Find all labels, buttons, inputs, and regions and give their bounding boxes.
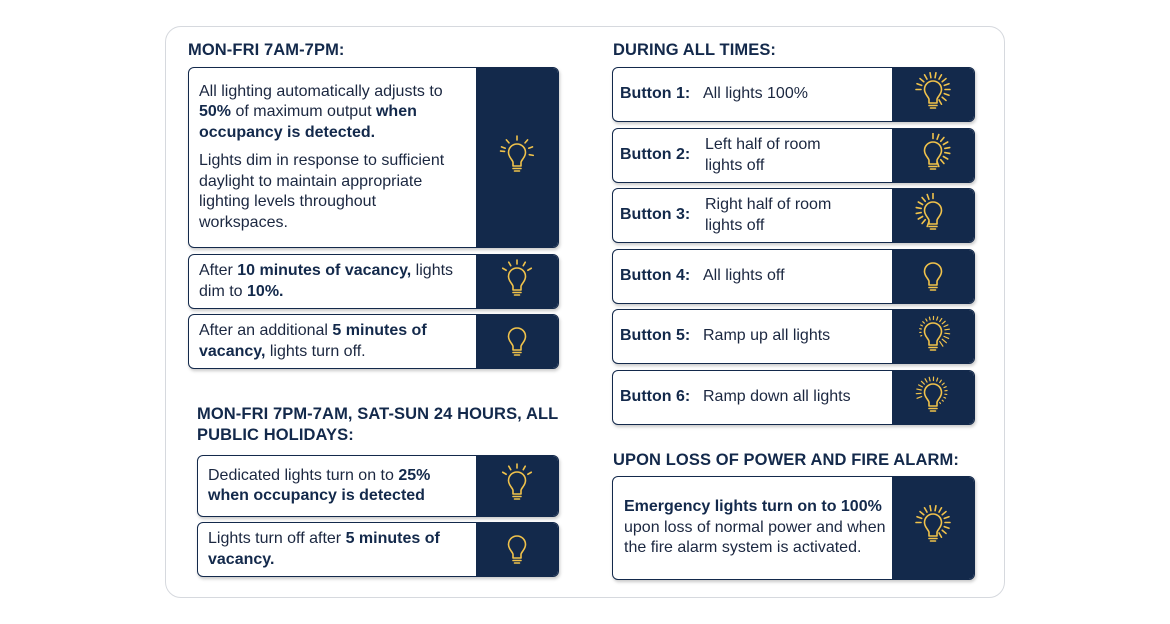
- card-paragraph: All lighting automatically adjusts to 50% of maximum output when occupancy is detected.: [199, 82, 443, 141]
- info-card-dedicated-lights: [197, 455, 559, 517]
- bulb-ramp-down-icon: [892, 371, 974, 424]
- button-card-5: [612, 309, 975, 364]
- button-label: Button 5:: [620, 327, 691, 345]
- card-text: Lights turn off after 5 minutes of vacancy.: [208, 530, 440, 568]
- button-card-2: [612, 128, 975, 183]
- button-description: Ramp down all lights: [703, 388, 851, 406]
- section-heading-emergency: UPON LOSS OF POWER AND FIRE ALARM:: [613, 451, 959, 469]
- section-heading-after-hours: MON-FRI 7PM-7AM, SAT-SUN 24 HOURS, ALL PUBLIC HOLIDAYS:: [197, 405, 559, 444]
- bulb-full-icon: [892, 68, 974, 121]
- button-card-6: [612, 370, 975, 425]
- button-description: Right half of room lights off: [705, 196, 832, 234]
- button-description: Left half of room lights off: [705, 136, 821, 174]
- button-label: Button 3:: [620, 206, 691, 224]
- section-heading-weekday-day: MON-FRI 7AM-7PM:: [188, 41, 345, 59]
- bulb-dim-icon: [476, 456, 558, 516]
- button-description: Ramp up all lights: [703, 327, 831, 345]
- card-text: After an additional 5 minutes of vacancy, lights turn off.: [199, 322, 427, 360]
- bulb-left-half-icon: [892, 189, 974, 242]
- bulb-ramp-up-icon: [892, 310, 974, 363]
- button-card-4: [612, 249, 975, 304]
- button-description: All lights 100%: [703, 85, 808, 103]
- button-label: Button 1:: [620, 85, 691, 103]
- info-card-vacancy-off: [188, 314, 559, 369]
- button-label: Button 2:: [620, 146, 691, 164]
- info-card-vacancy-dim: [188, 254, 559, 309]
- section-heading-all-times: DURING ALL TIMES:: [613, 41, 777, 59]
- button-card-1: [612, 67, 975, 122]
- info-card-lights-off: [197, 522, 559, 577]
- bulb-rays-icon: [476, 68, 558, 247]
- button-label: Button 6:: [620, 388, 691, 406]
- button-label: Button 4:: [620, 267, 691, 285]
- card-paragraph: Lights dim in response to sufficient daylight to maintain appropriate lighting levels throughout workspaces.: [199, 152, 445, 231]
- card-text: Dedicated lights turn on to 25% when occupancy is detected: [208, 466, 431, 504]
- button-description: All lights off: [703, 267, 785, 285]
- card-text: After 10 minutes of vacancy, lights dim to 10%.: [199, 262, 454, 300]
- card-text: Emergency lights turn on to 100% upon loss of normal power and when the fire alarm system is activated.: [624, 498, 886, 557]
- bulb-dim-icon: [476, 255, 558, 308]
- button-card-3: [612, 188, 975, 243]
- info-card-emergency: [612, 476, 975, 580]
- bulb-full-icon: [892, 477, 974, 579]
- bulb-off-icon: [892, 250, 974, 303]
- bulb-off-icon: [476, 523, 558, 576]
- bulb-right-half-icon: [892, 129, 974, 182]
- bulb-off-icon: [476, 315, 558, 368]
- info-card-occupancy: [188, 67, 559, 248]
